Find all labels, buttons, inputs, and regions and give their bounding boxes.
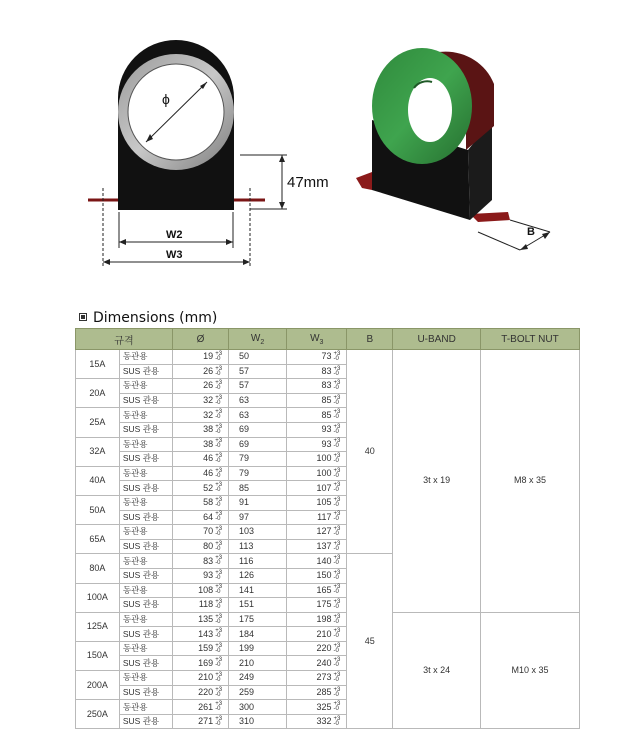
material-cell: SUS 관용 (119, 714, 172, 729)
tolerance-label: +3 -0 (333, 715, 341, 727)
size-cell: 15A (76, 350, 120, 379)
phi-cell-value: 46 (203, 453, 214, 464)
w3-cell-value: 100 (316, 468, 332, 479)
phi-cell-value: 64 (203, 511, 214, 522)
material-cell: 동관용 (119, 554, 172, 569)
product-drawing (0, 0, 640, 300)
phi-cell (172, 510, 228, 525)
w2-cell: 175 (229, 612, 287, 627)
w3-cell (287, 437, 347, 452)
tolerance-label: +3 -0 (333, 496, 341, 508)
w3-cell (287, 554, 347, 569)
section-title-text: Dimensions (mm) (93, 310, 218, 326)
phi-cell-value: 118 (198, 599, 214, 610)
material-cell: SUS 관용 (119, 627, 172, 642)
tolerance-label: +3 -0 (215, 423, 223, 435)
phi-cell-value: 135 (198, 613, 214, 624)
tolerance-label: +3 -0 (333, 671, 341, 683)
w3-cell-value: 220 (316, 643, 332, 654)
w2-cell: 310 (229, 714, 287, 729)
w3-cell-value: 240 (316, 657, 332, 668)
tolerance-label: +3 -0 (333, 657, 341, 669)
w3-cell (287, 379, 347, 394)
w3-cell (287, 641, 347, 656)
w2-cell: 151 (229, 598, 287, 613)
tolerance-label: +3 -0 (333, 482, 341, 494)
b-cell: 45 (347, 554, 393, 729)
size-cell: 50A (76, 495, 120, 524)
material-cell: 동관용 (119, 700, 172, 715)
w3-cell (287, 452, 347, 467)
material-cell: SUS 관용 (119, 598, 172, 613)
w3-cell (287, 700, 347, 715)
w3-cell (287, 539, 347, 554)
tolerance-label: +3 -0 (333, 453, 341, 465)
w3-cell (287, 656, 347, 671)
tolerance-label: +3 -0 (215, 453, 223, 465)
phi-cell (172, 612, 228, 627)
w3-cell (287, 598, 347, 613)
uband-cell: 3t x 19 (393, 350, 481, 613)
tolerance-label: +3 -0 (333, 511, 341, 523)
w3-cell-value: 198 (316, 613, 332, 624)
tolerance-label: +3 -0 (215, 599, 223, 611)
w3-cell (287, 364, 347, 379)
isometric-view (356, 48, 550, 250)
tolerance-label: +3 -0 (215, 526, 223, 538)
size-cell: 100A (76, 583, 120, 612)
tolerance-label: +3 -0 (333, 423, 341, 435)
tolerance-label: +3 -0 (215, 657, 223, 669)
w3-cell-value: 273 (316, 672, 332, 683)
tolerance-label: +3 -0 (215, 671, 223, 683)
tolerance-label: +3 -0 (215, 467, 223, 479)
w2-cell: 184 (229, 627, 287, 642)
phi-cell-value: 108 (198, 584, 214, 595)
size-cell: 200A (76, 671, 120, 700)
w3-cell-value: 127 (316, 526, 332, 537)
phi-cell-value: 32 (203, 395, 214, 406)
w3-cell-value: 107 (316, 482, 332, 493)
w3-cell-value: 285 (316, 686, 332, 697)
table-header-row (76, 329, 580, 350)
phi-cell (172, 408, 228, 423)
phi-cell (172, 554, 228, 569)
w2-cell: 97 (229, 510, 287, 525)
w3-cell (287, 671, 347, 686)
square-bullet-icon (79, 313, 87, 321)
tbolt-cell: M10 x 35 (481, 612, 580, 729)
phi-cell-value: 26 (203, 380, 214, 391)
w3-cell (287, 495, 347, 510)
material-cell: 동관용 (119, 466, 172, 481)
tolerance-label: +3 -0 (215, 511, 223, 523)
material-cell: SUS 관용 (119, 685, 172, 700)
size-cell: 80A (76, 554, 120, 583)
w3-cell-value: 325 (316, 701, 332, 712)
phi-cell-value: 38 (203, 438, 214, 449)
w2-cell: 91 (229, 495, 287, 510)
tolerance-label: +3 -0 (215, 613, 223, 625)
w3-cell (287, 627, 347, 642)
phi-cell-value: 143 (198, 628, 214, 639)
w3-cell (287, 481, 347, 496)
table-row (76, 350, 580, 365)
w2-cell: 116 (229, 554, 287, 569)
phi-cell (172, 466, 228, 481)
uband-cell: 3t x 24 (393, 612, 481, 729)
header-uband: U-BAND (393, 329, 481, 350)
tolerance-label: +3 -0 (215, 715, 223, 727)
w3-cell (287, 568, 347, 583)
header-phi: Ø (172, 329, 228, 350)
w3-cell-value: 210 (316, 628, 332, 639)
material-cell: 동관용 (119, 671, 172, 686)
w3-label: W3 (166, 249, 183, 261)
size-cell: 40A (76, 466, 120, 495)
w3-cell (287, 685, 347, 700)
size-cell: 20A (76, 379, 120, 408)
w3-cell-value: 100 (316, 453, 332, 464)
w3-cell (287, 466, 347, 481)
w2-cell: 103 (229, 525, 287, 540)
front-view (88, 40, 329, 268)
w3-cell-value: 93 (321, 424, 332, 435)
w3-cell-value: 85 (321, 395, 332, 406)
phi-cell-value: 52 (203, 482, 214, 493)
w3-cell (287, 350, 347, 365)
tolerance-label: +3 -0 (215, 686, 223, 698)
w3-cell (287, 612, 347, 627)
phi-cell (172, 350, 228, 365)
phi-cell (172, 598, 228, 613)
phi-cell-value: 93 (203, 570, 214, 581)
phi-cell (172, 495, 228, 510)
tolerance-label: +3 -0 (333, 365, 341, 377)
header-tbolt: T-BOLT NUT (481, 329, 580, 350)
w3-cell-value: 83 (321, 380, 332, 391)
material-cell: SUS 관용 (119, 364, 172, 379)
phi-cell (172, 539, 228, 554)
w2-cell: 85 (229, 481, 287, 496)
tolerance-label: +3 -0 (333, 642, 341, 654)
size-cell: 65A (76, 525, 120, 554)
w3-cell (287, 408, 347, 423)
header-w3: $W_3$ (287, 329, 347, 350)
size-cell: 25A (76, 408, 120, 437)
w2-cell: 126 (229, 568, 287, 583)
phi-cell (172, 700, 228, 715)
phi-cell (172, 671, 228, 686)
b-label: B (527, 226, 535, 238)
tolerance-label: +3 -0 (215, 482, 223, 494)
phi-cell (172, 656, 228, 671)
phi-cell (172, 452, 228, 467)
phi-cell (172, 627, 228, 642)
w2-cell: 249 (229, 671, 287, 686)
material-cell: 동관용 (119, 525, 172, 540)
tolerance-label: +3 -0 (215, 350, 223, 362)
w2-cell: 79 (229, 466, 287, 481)
material-cell: 동관용 (119, 612, 172, 627)
phi-cell-value: 169 (198, 657, 214, 668)
w2-cell: 79 (229, 452, 287, 467)
tolerance-label: +3 -0 (215, 569, 223, 581)
w2-cell: 69 (229, 437, 287, 452)
phi-cell-value: 19 (203, 351, 214, 362)
phi-cell (172, 641, 228, 656)
w2-cell: 300 (229, 700, 287, 715)
w2-cell: 113 (229, 539, 287, 554)
phi-cell (172, 583, 228, 598)
tolerance-label: +3 -0 (215, 584, 223, 596)
section-title (79, 310, 217, 326)
w3-cell (287, 583, 347, 598)
tolerance-label: +3 -0 (215, 628, 223, 640)
material-cell: SUS 관용 (119, 539, 172, 554)
w2-cell: 69 (229, 422, 287, 437)
tolerance-label: +3 -0 (333, 350, 341, 362)
tolerance-label: +3 -0 (215, 642, 223, 654)
material-cell: 동관용 (119, 350, 172, 365)
tolerance-label: +3 -0 (333, 526, 341, 538)
material-cell: 동관용 (119, 641, 172, 656)
tolerance-label: +3 -0 (333, 467, 341, 479)
material-cell: 동관용 (119, 437, 172, 452)
material-cell: SUS 관용 (119, 481, 172, 496)
w2-cell: 63 (229, 393, 287, 408)
material-cell: 동관용 (119, 408, 172, 423)
w3-cell-value: 150 (316, 570, 332, 581)
phi-label: ϕ (162, 91, 170, 107)
tolerance-label: +3 -0 (215, 438, 223, 450)
w2-cell: 57 (229, 364, 287, 379)
w3-cell-value: 332 (316, 716, 332, 727)
material-cell: SUS 관용 (119, 393, 172, 408)
phi-cell (172, 481, 228, 496)
w3-cell-value: 73 (321, 351, 332, 362)
w3-cell (287, 393, 347, 408)
phi-cell-value: 32 (203, 409, 214, 420)
size-cell: 125A (76, 612, 120, 641)
phi-cell-value: 271 (198, 716, 214, 727)
phi-cell (172, 568, 228, 583)
header-w2: $W_2$ (229, 329, 287, 350)
size-cell: 32A (76, 437, 120, 466)
material-cell: SUS 관용 (119, 510, 172, 525)
tolerance-label: +3 -0 (215, 540, 223, 552)
phi-cell-value: 159 (198, 643, 214, 654)
tolerance-label: +3 -0 (333, 613, 341, 625)
b-cell: 40 (347, 350, 393, 554)
phi-cell-value: 38 (203, 424, 214, 435)
tolerance-label: +3 -0 (333, 628, 341, 640)
header-b: B (347, 329, 393, 350)
tolerance-label: +3 -0 (215, 394, 223, 406)
tolerance-label: +3 -0 (333, 555, 341, 567)
w2-cell: 57 (229, 379, 287, 394)
phi-cell-value: 220 (198, 686, 214, 697)
size-cell: 150A (76, 641, 120, 670)
tolerance-label: +3 -0 (333, 540, 341, 552)
phi-cell-value: 70 (203, 526, 214, 537)
header-spec: 규격 (76, 329, 173, 350)
tolerance-label: +3 -0 (333, 394, 341, 406)
w2-label: W2 (166, 229, 183, 241)
phi-cell (172, 379, 228, 394)
material-cell: SUS 관용 (119, 568, 172, 583)
tolerance-label: +3 -0 (215, 496, 223, 508)
phi-cell-value: 261 (198, 701, 214, 712)
w3-cell-value: 137 (316, 541, 332, 552)
dimensions-table (75, 328, 580, 729)
tolerance-label: +3 -0 (215, 365, 223, 377)
w2-cell: 63 (229, 408, 287, 423)
w2-cell: 199 (229, 641, 287, 656)
material-cell: SUS 관용 (119, 452, 172, 467)
tolerance-label: +3 -0 (215, 701, 223, 713)
w3-cell (287, 422, 347, 437)
tolerance-label: +3 -0 (333, 380, 341, 392)
w3-cell (287, 525, 347, 540)
tolerance-label: +3 -0 (333, 569, 341, 581)
tolerance-label: +3 -0 (215, 409, 223, 421)
phi-cell (172, 525, 228, 540)
height-label: 47mm (287, 174, 329, 191)
w3-cell (287, 510, 347, 525)
tolerance-label: +3 -0 (215, 555, 223, 567)
w2-cell: 50 (229, 350, 287, 365)
phi-cell-value: 83 (203, 555, 214, 566)
phi-cell (172, 685, 228, 700)
tolerance-label: +3 -0 (333, 409, 341, 421)
phi-cell (172, 393, 228, 408)
phi-cell (172, 437, 228, 452)
w3-cell-value: 165 (316, 584, 332, 595)
w2-cell: 259 (229, 685, 287, 700)
phi-cell (172, 422, 228, 437)
tolerance-label: +3 -0 (215, 380, 223, 392)
tbolt-cell: M8 x 35 (481, 350, 580, 613)
w3-cell-value: 140 (316, 555, 332, 566)
phi-cell (172, 364, 228, 379)
material-cell: 동관용 (119, 495, 172, 510)
w3-cell (287, 714, 347, 729)
tolerance-label: +3 -0 (333, 686, 341, 698)
tolerance-label: +3 -0 (333, 438, 341, 450)
material-cell: 동관용 (119, 379, 172, 394)
tolerance-label: +3 -0 (333, 701, 341, 713)
w3-cell-value: 85 (321, 409, 332, 420)
tolerance-label: +3 -0 (333, 599, 341, 611)
material-cell: SUS 관용 (119, 422, 172, 437)
w3-cell-value: 93 (321, 438, 332, 449)
phi-cell-value: 26 (203, 365, 214, 376)
table-row (76, 612, 580, 627)
phi-cell-value: 58 (203, 497, 214, 508)
w3-cell-value: 117 (317, 511, 332, 522)
phi-cell (172, 714, 228, 729)
material-cell: 동관용 (119, 583, 172, 598)
phi-cell-value: 210 (198, 672, 214, 683)
size-cell: 250A (76, 700, 120, 729)
material-cell: SUS 관용 (119, 656, 172, 671)
w3-cell-value: 175 (316, 599, 332, 610)
table-body (76, 350, 580, 729)
w3-cell-value: 83 (321, 365, 332, 376)
w2-cell: 141 (229, 583, 287, 598)
tolerance-label: +3 -0 (333, 584, 341, 596)
phi-cell-value: 80 (203, 541, 214, 552)
w2-cell: 210 (229, 656, 287, 671)
phi-cell-value: 46 (203, 468, 214, 479)
w3-cell-value: 105 (316, 497, 332, 508)
